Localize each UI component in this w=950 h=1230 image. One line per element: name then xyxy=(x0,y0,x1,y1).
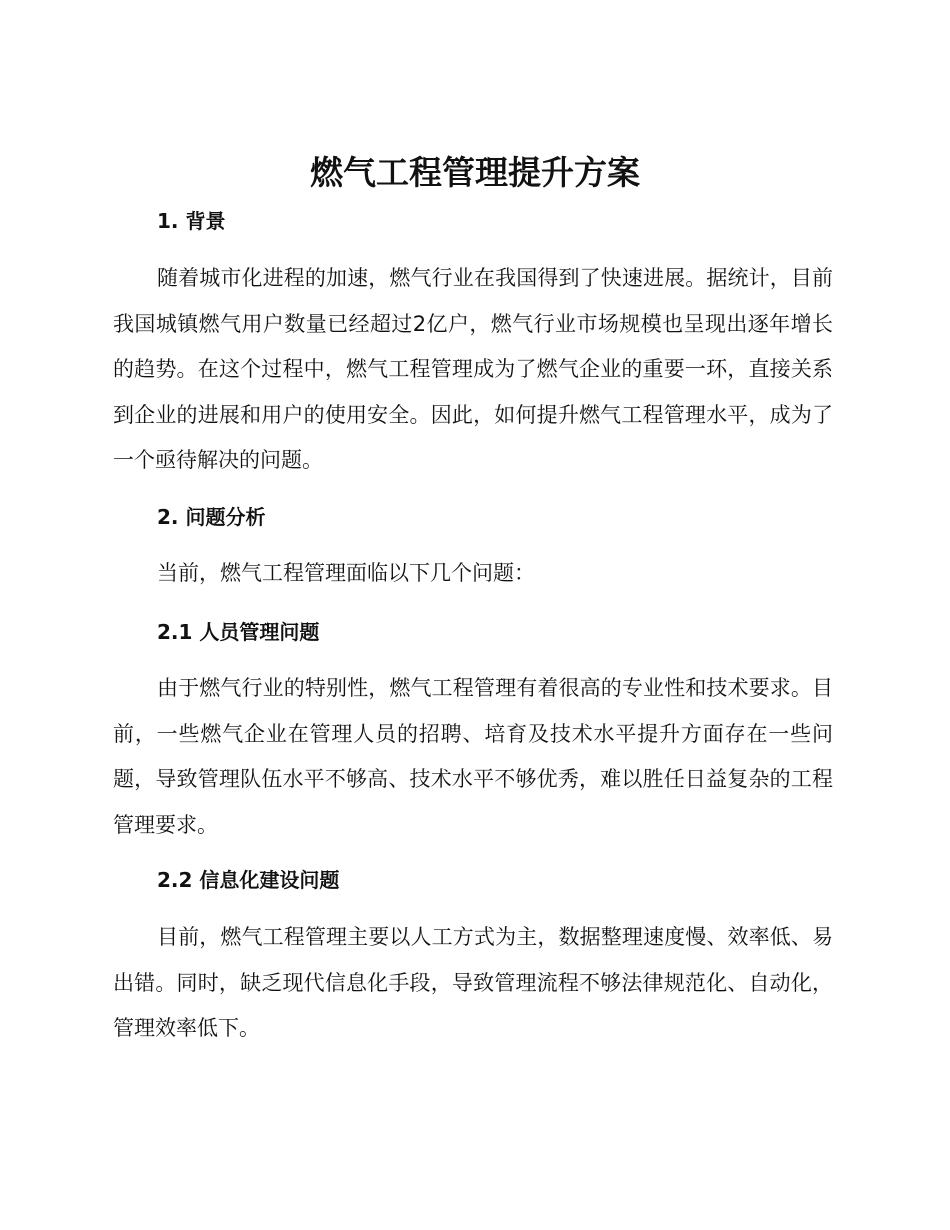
section-heading-informatization: 2.2 信息化建设问题 xyxy=(157,868,340,892)
document-title: 燃气工程管理提升方案 xyxy=(310,153,640,192)
paragraph-problem-analysis: 当前，燃气工程管理面临以下几个问题： xyxy=(157,561,535,585)
section-heading-background: 1. 背景 xyxy=(157,209,226,233)
section-heading-problem-analysis: 2. 问题分析 xyxy=(157,505,266,529)
paragraph-personnel-management: 由于燃气行业的特别性，燃气工程管理有着很高的专业性和技术要求。目前，一些燃气企业在管理人员的招聘、培育及技术水平提升方面存在一些问题，导致管理队伍水平不够高、技术水平不够优秀，难以胜任日益复杂的工程管理要求。 xyxy=(113,676,833,837)
paragraph-background: 随着城市化进程的加速，燃气行业在我国得到了快速进展。据统计，目前我国城镇燃气用户数量已经超过2亿户，燃气行业市场规模也呈现出逐年增长的趋势。在这个过程中，燃气工程管理成为了燃气企业的重要一环，直接关系到企业的进展和用户的使用安全。因此，如何提升燃气工程管理水平，成为了一个亟待解决的问题。 xyxy=(113,266,833,472)
paragraph-informatization: 目前，燃气工程管理主要以人工方式为主，数据整理速度慢、效率低、易出错。同时，缺乏现代信息化手段，导致管理流程不够法律规范化、自动化，管理效率低下。 xyxy=(113,925,833,1040)
section-heading-personnel-management: 2.1 人员管理问题 xyxy=(157,620,320,644)
